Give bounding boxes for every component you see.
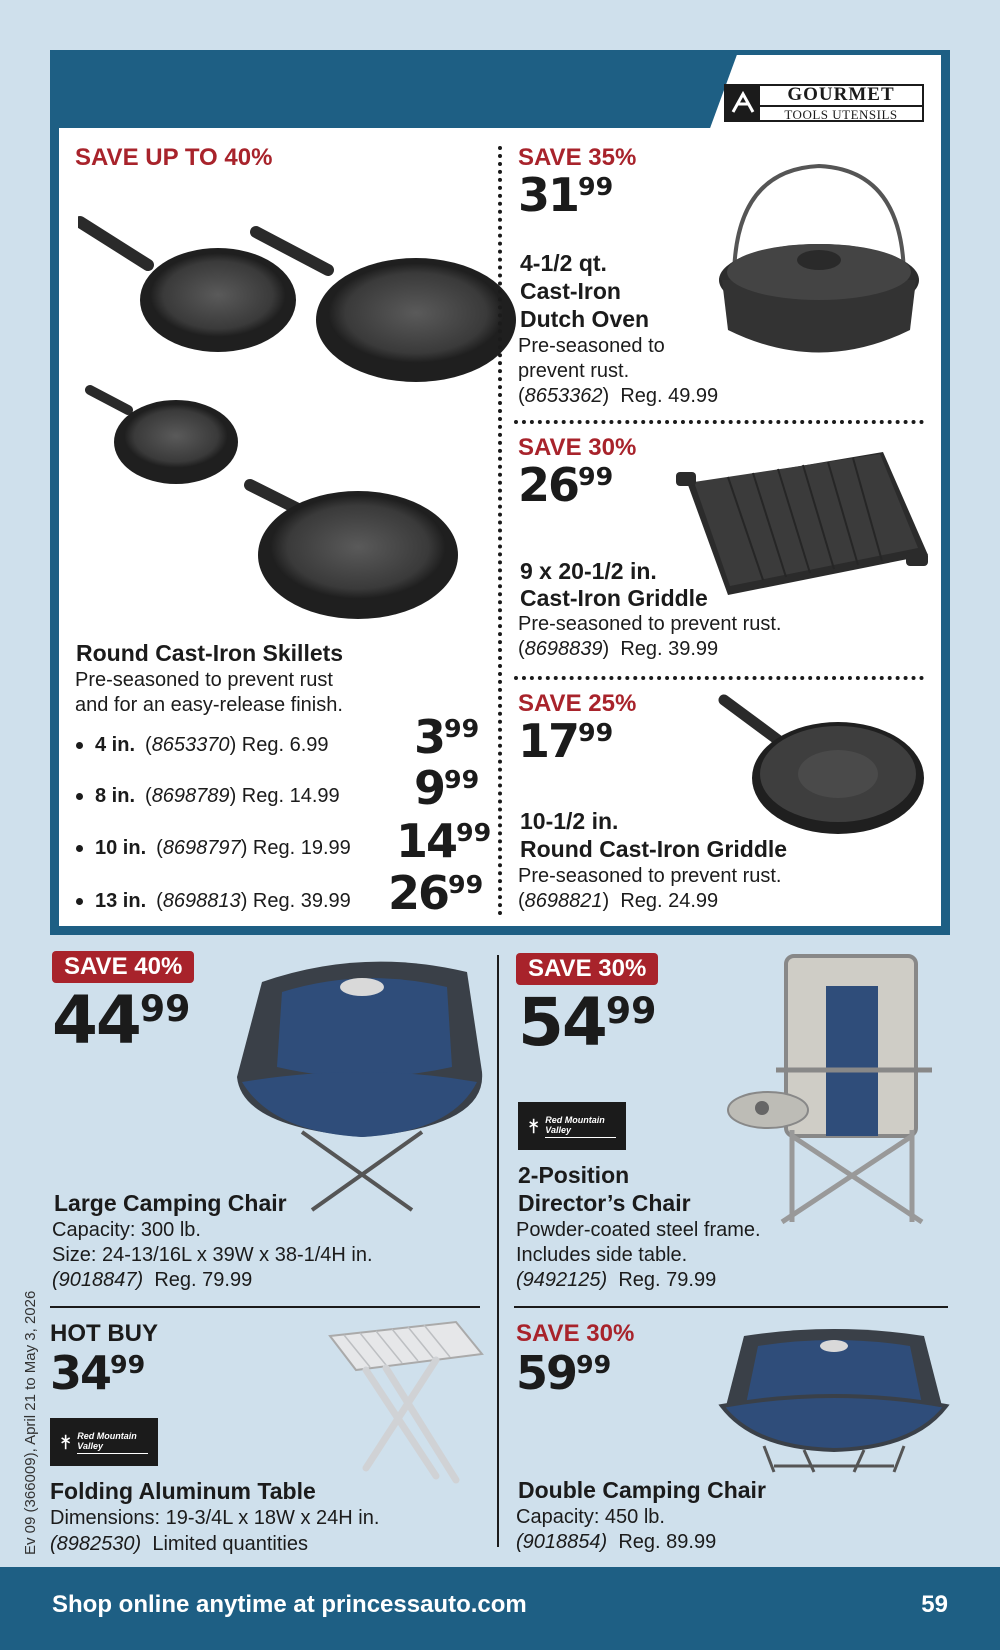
shop-online-link[interactable]: Shop online anytime at princessauto.com — [52, 1591, 527, 1618]
skillet-reg: Reg. 39.99 — [252, 890, 351, 912]
griddle-image — [668, 440, 933, 605]
double-chair-title: Double Camping Chair — [518, 1477, 766, 1503]
directors-chair-badge: SAVE 30% — [516, 953, 658, 985]
red-mountain-valley-logo: Red Mountain Valley — [50, 1418, 158, 1466]
griddle-title2: Cast-Iron Griddle — [520, 585, 708, 611]
skillet-price-4in: $3^{99}$ — [414, 710, 480, 764]
dotted-divider-vertical — [498, 146, 502, 916]
skillet-price-10in: $14^{99}$ — [396, 814, 492, 868]
round-griddle-price: $17^{99}$ — [518, 714, 614, 768]
double-chair-price: $59^{99}$ — [516, 1346, 612, 1400]
brand-line2: TOOLS UTENSILS — [784, 107, 898, 122]
large-chair-line2: Size: 24-13/16L x 39W x 38-1/4H in. — [52, 1244, 373, 1266]
skillet-price-13in: $26^{99}$ — [388, 866, 484, 920]
table-hot-buy: HOT BUY — [50, 1320, 158, 1347]
double-chair-sku-line: (9018854) Reg. 89.99 — [516, 1531, 717, 1553]
folding-table-image — [326, 1318, 486, 1488]
skillet-price-8in: $9^{99}$ — [414, 761, 480, 815]
round-griddle-save: SAVE 25% — [518, 690, 637, 717]
dutch-oven-image — [714, 160, 924, 380]
dutch-oven-title2: Cast-Iron — [520, 278, 621, 304]
round-griddle-sku-line: (8698821) Reg. 24.99 — [518, 890, 719, 912]
skillets-image — [78, 210, 518, 630]
dutch-oven-desc1: Pre-seasoned to — [518, 335, 665, 357]
round-griddle-title2: Round Cast-Iron Griddle — [520, 836, 788, 862]
skillet-row-13in: 13 in. ( 8698813 ) Reg. 39.99 — [76, 890, 351, 913]
skillet-size: 10 in. — [95, 837, 147, 859]
directors-chair-line2: Includes side table. — [516, 1244, 688, 1266]
footer — [0, 1567, 1000, 1650]
skillets-desc2: and for an easy-release finish. — [75, 694, 343, 716]
large-chair-sku-line: (9018847) Reg. 79.99 — [52, 1269, 253, 1291]
griddle-title1: 9 x 20-1/2 in. — [520, 558, 657, 584]
skillet-sku: 8698789 — [151, 785, 230, 807]
skillet-reg: Reg. 6.99 — [241, 734, 329, 756]
table-sku-line: (8982530) Limited quantities — [50, 1533, 308, 1555]
page-number: 59 — [921, 1591, 948, 1618]
directors-chair-title1: 2-Position — [518, 1162, 630, 1188]
round-griddle-image — [718, 690, 928, 840]
dutch-oven-save: SAVE 35% — [518, 144, 637, 171]
skillets-desc1: Pre-seasoned to prevent rust — [75, 669, 333, 691]
table-line1: Dimensions: 19-3/4L x 18W x 24H in. — [50, 1507, 380, 1529]
skillet-sku: 8698813 — [162, 890, 241, 912]
skillet-row-8in: 8 in. ( 8698789 ) Reg. 14.99 — [76, 785, 340, 808]
edition-note: Ev 09 (366009), April 21 to May 3, 2026 — [22, 1290, 39, 1555]
table-title: Folding Aluminum Table — [50, 1478, 316, 1504]
skillet-reg: Reg. 19.99 — [252, 837, 351, 859]
table-price: $34^{99}$ — [50, 1346, 146, 1400]
brand-line1: GOURMET — [760, 85, 922, 107]
gourmet-logo-icon — [726, 86, 760, 120]
large-chair-badge: SAVE 40% — [52, 951, 194, 983]
dutch-oven-sku-line: (8653362) Reg. 49.99 — [518, 385, 719, 407]
double-chair-image — [714, 1326, 954, 1476]
skillet-size: 13 in. — [95, 890, 147, 912]
large-chair-price: $44^{99}$ — [52, 982, 191, 1059]
directors-chair-line1: Powder-coated steel frame. — [516, 1219, 761, 1241]
double-chair-line1: Capacity: 450 lb. — [516, 1506, 665, 1528]
skillet-size: 8 in. — [95, 785, 136, 807]
skillets-title: Round Cast-Iron Skillets — [76, 640, 344, 666]
skillet-sku: 8698797 — [162, 837, 241, 859]
skillet-size: 4 in. — [95, 734, 136, 756]
double-chair-save: SAVE 30% — [516, 1320, 635, 1347]
lower-divider-left — [50, 1306, 480, 1308]
round-griddle-title1: 10-1/2 in. — [520, 808, 619, 834]
large-chair-image — [222, 952, 502, 1222]
directors-chair-price: $54^{99}$ — [518, 984, 657, 1061]
dutch-oven-desc2: prevent rust. — [518, 360, 630, 382]
dotted-divider-1 — [514, 420, 924, 424]
dutch-oven-title3: Dutch Oven — [520, 306, 650, 332]
directors-chair-sku-line: (9492125) Reg. 79.99 — [516, 1269, 717, 1291]
round-griddle-desc: Pre-seasoned to prevent rust. — [518, 865, 782, 887]
windmill-icon — [60, 1431, 71, 1453]
red-mountain-valley-logo: Red Mountain Valley — [518, 1102, 626, 1150]
large-chair-title: Large Camping Chair — [54, 1190, 287, 1216]
large-chair-line1: Capacity: 300 lb. — [52, 1219, 201, 1241]
dutch-oven-title1: 4-1/2 qt. — [520, 250, 607, 276]
dotted-divider-2 — [514, 676, 924, 680]
gourmet-brand-logo — [724, 84, 924, 122]
skillet-row-4in: 4 in. ( 8653370 ) Reg. 6.99 — [76, 734, 329, 757]
windmill-icon — [528, 1115, 539, 1137]
skillet-row-10in: 10 in. ( 8698797 ) Reg. 19.99 — [76, 837, 351, 860]
directors-chair-image — [722, 950, 952, 1230]
lower-divider-right — [514, 1306, 948, 1308]
skillets-save: SAVE UP TO 40% — [75, 144, 273, 171]
griddle-price: $26^{99}$ — [518, 458, 614, 512]
skillet-reg: Reg. 14.99 — [241, 785, 340, 807]
directors-chair-title2: Director’s Chair — [518, 1190, 691, 1216]
skillet-sku: 8653370 — [151, 734, 230, 756]
griddle-save: SAVE 30% — [518, 434, 637, 461]
dutch-oven-price: $31^{99}$ — [518, 168, 614, 222]
griddle-desc: Pre-seasoned to prevent rust. — [518, 613, 782, 635]
griddle-sku-line: (8698839) Reg. 39.99 — [518, 638, 719, 660]
